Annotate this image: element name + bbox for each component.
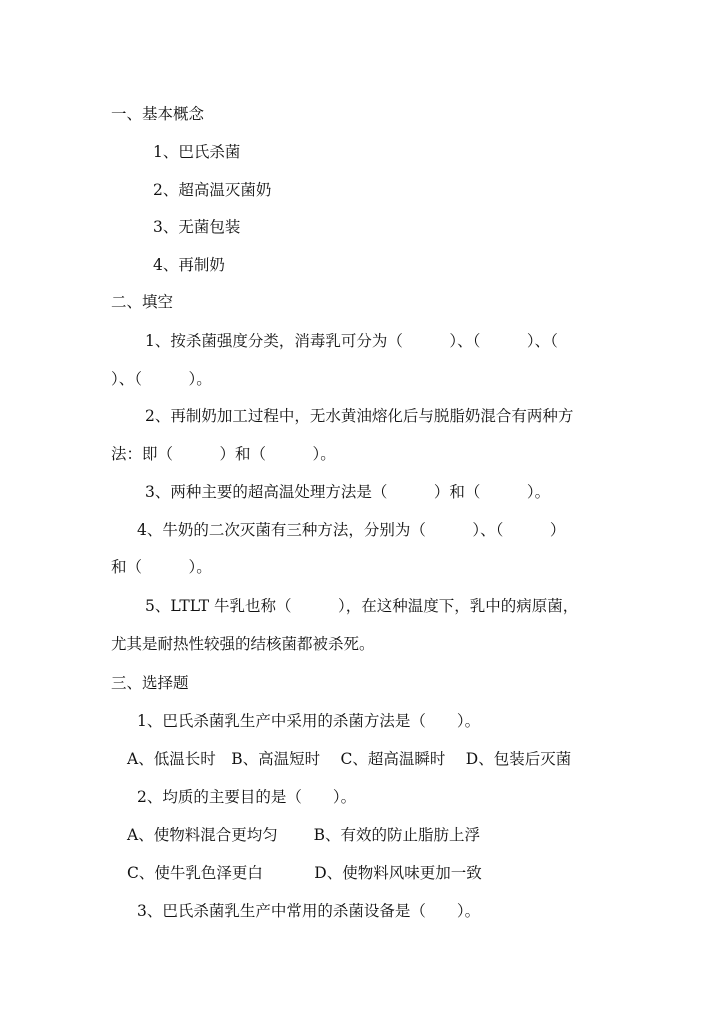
choice-question-2-options-line-1: A、使物料混合更均匀 B、有效的防止脂肪上浮 xyxy=(127,826,481,844)
choice-question-2: 2、均质的主要目的是（ ）。 xyxy=(137,788,357,806)
section-heading-choice: 三、选择题 xyxy=(111,674,189,692)
concept-item: 4、再制奶 xyxy=(153,256,225,274)
section-heading-concepts: 一、基本概念 xyxy=(111,105,205,123)
choice-question-1: 1、巴氏杀菌乳生产中采用的杀菌方法是（ ）。 xyxy=(137,712,481,730)
concept-item: 2、超高温灭菌奶 xyxy=(153,181,272,199)
fill-question-4-line-2: 和（ ）。 xyxy=(111,558,212,576)
fill-question-1-line-2: ）、（ ）。 xyxy=(111,370,212,388)
fill-question-5-line-1: 5、LTLT 牛乳也称（ ），在这种温度下，乳中的病原菌， xyxy=(145,597,579,615)
fill-question-2-line-1: 2、再制奶加工过程中，无水黄油熔化后与脱脂奶混合有两种方 xyxy=(145,407,574,425)
concept-item: 3、无菌包装 xyxy=(153,218,241,236)
fill-question-4-line-1: 4、牛奶的二次灭菌有三种方法，分别为（ ）、（ ） xyxy=(137,521,566,539)
fill-question-1-line-1: 1、按杀菌强度分类，消毒乳可分为（ ）、（ ）、（ xyxy=(145,332,558,350)
fill-question-5-line-2: 尤其是耐热性较强的结核菌都被杀死。 xyxy=(111,635,375,653)
choice-question-3: 3、巴氏杀菌乳生产中常用的杀菌设备是（ ）。 xyxy=(137,902,481,920)
concept-item: 1、巴氏杀菌 xyxy=(153,143,241,161)
fill-question-3: 3、两种主要的超高温处理方法是（ ）和（ ）。 xyxy=(145,483,551,501)
choice-question-1-options: A、低温长时 B、高温短时 C、超高温瞬时 D、包装后灭菌 xyxy=(127,750,572,768)
choice-question-2-options-line-2: C、使牛乳色泽更白 D、使物料风味更加一致 xyxy=(127,864,482,882)
fill-question-2-line-2: 法：即（ ）和（ ）。 xyxy=(111,445,336,463)
section-heading-fill-blank: 二、填空 xyxy=(111,293,174,311)
